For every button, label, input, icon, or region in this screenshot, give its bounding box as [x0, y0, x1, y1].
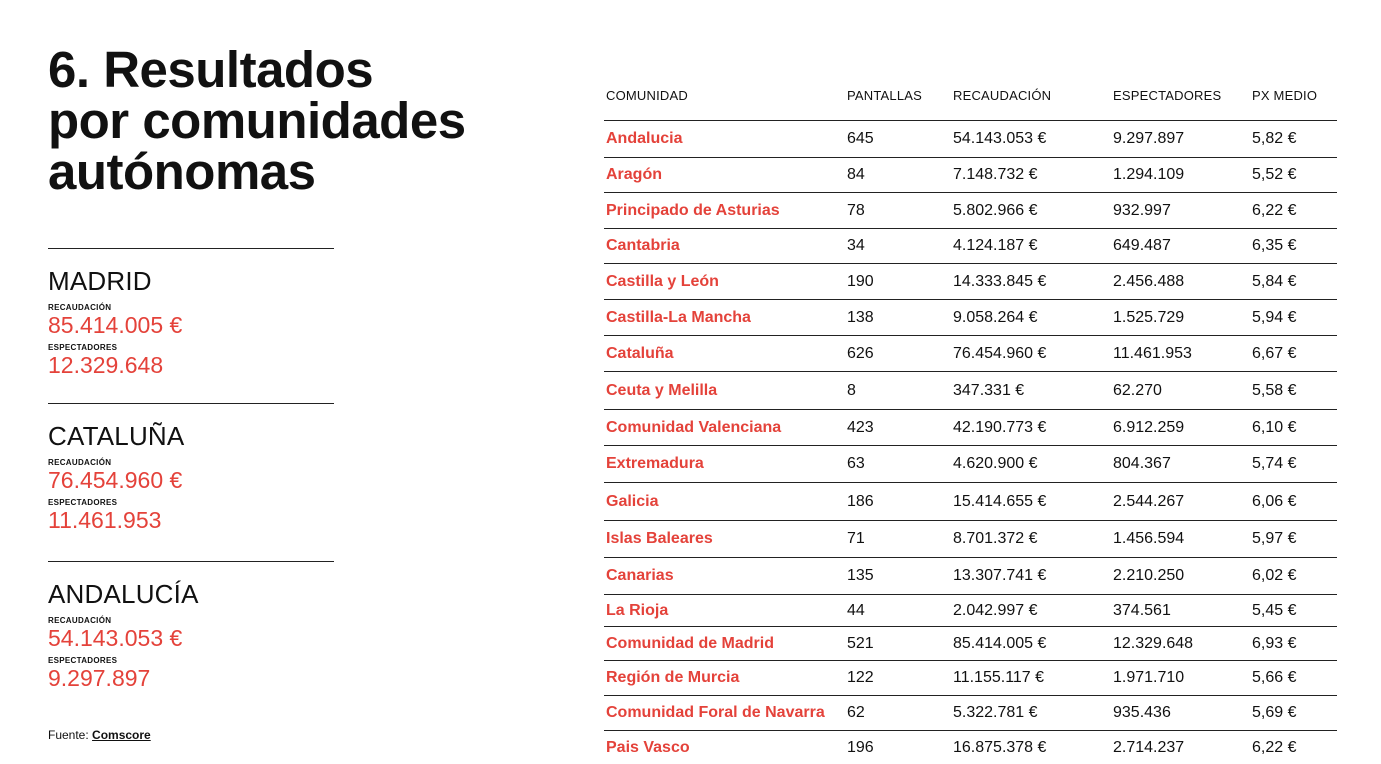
header-espectadores: ESPECTADORES	[1113, 87, 1222, 103]
cell-recaudacion: 16.875.378 €	[953, 738, 1047, 756]
cell-pantallas: 34	[847, 237, 865, 254]
table-row	[604, 193, 1337, 229]
cell-recaudacion: 14.333.845 €	[953, 272, 1047, 290]
recaudacion-label: RECAUDACIÓN	[48, 458, 112, 467]
cell-pantallas: 62	[847, 704, 865, 721]
cell-comunidad: Aragón	[606, 166, 662, 183]
table-body	[604, 121, 1337, 764]
cell-comunidad: Comunidad de Madrid	[606, 634, 774, 652]
espectadores-value: 12.329.648	[48, 352, 164, 378]
table-header	[604, 70, 1337, 121]
cell-recaudacion: 8.701.372 €	[953, 530, 1038, 547]
cell-px-medio: 6,22 €	[1252, 201, 1297, 219]
cell-espectadores: 935.436	[1113, 704, 1171, 721]
espectadores-value: 9.297.897	[48, 665, 151, 691]
source-note	[48, 728, 151, 742]
cell-pantallas: 122	[847, 669, 874, 686]
cell-px-medio: 6,02 €	[1252, 567, 1297, 584]
cell-px-medio: 6,22 €	[1252, 738, 1297, 756]
cell-pantallas: 521	[847, 634, 874, 652]
cell-recaudacion: 54.143.053 €	[953, 130, 1047, 147]
cell-espectadores: 2.544.267	[1113, 492, 1185, 510]
cell-pantallas: 44	[847, 601, 865, 619]
cell-px-medio: 5,66 €	[1252, 669, 1297, 686]
cell-comunidad: Andalucia	[606, 130, 683, 147]
cell-px-medio: 5,52 €	[1252, 166, 1297, 183]
table-row	[604, 558, 1337, 595]
cell-recaudacion: 7.148.732 €	[953, 166, 1038, 183]
cell-comunidad: Castilla-La Mancha	[606, 308, 751, 326]
cell-pantallas: 645	[847, 130, 874, 147]
cell-pantallas: 84	[847, 166, 865, 183]
cell-comunidad: Castilla y León	[606, 272, 719, 290]
cell-recaudacion: 4.620.900 €	[953, 455, 1038, 472]
cell-comunidad: Cataluña	[606, 344, 674, 362]
results-table	[604, 70, 1337, 764]
espectadores-value: 11.461.953	[48, 507, 162, 533]
cell-espectadores: 2.210.250	[1113, 567, 1185, 584]
cell-espectadores: 2.714.237	[1113, 738, 1185, 756]
cell-px-medio: 5,82 €	[1252, 130, 1297, 147]
cell-pantallas: 8	[847, 381, 856, 399]
recaudacion-value: 85.414.005 €	[48, 312, 183, 338]
cell-pantallas: 190	[847, 272, 874, 290]
cell-comunidad: La Rioja	[606, 601, 669, 619]
cell-espectadores: 62.270	[1113, 381, 1162, 399]
cell-comunidad: Comunidad Foral de Navarra	[606, 704, 825, 721]
cell-pantallas: 78	[847, 201, 865, 219]
cell-recaudacion: 9.058.264 €	[953, 308, 1038, 326]
cell-espectadores: 804.367	[1113, 455, 1171, 472]
cell-recaudacion: 15.414.655 €	[953, 492, 1047, 510]
highlight-andalucia	[48, 561, 334, 690]
cell-pantallas: 63	[847, 455, 865, 472]
cell-comunidad: Islas Baleares	[606, 530, 713, 547]
cell-px-medio: 5,45 €	[1252, 601, 1297, 619]
recaudacion-label: RECAUDACIÓN	[48, 303, 112, 312]
cell-comunidad: Cantabria	[606, 237, 680, 254]
cell-espectadores: 374.561	[1113, 601, 1171, 619]
cell-espectadores: 1.456.594	[1113, 530, 1185, 547]
cell-pantallas: 186	[847, 492, 874, 510]
cell-recaudacion: 5.802.966 €	[953, 201, 1038, 219]
table-row	[604, 483, 1337, 521]
cell-espectadores: 2.456.488	[1113, 272, 1185, 290]
cell-recaudacion: 4.124.187 €	[953, 237, 1038, 254]
table-row	[604, 229, 1337, 264]
table-row	[604, 595, 1337, 627]
source-prefix: Fuente:	[48, 728, 89, 742]
cell-pantallas: 423	[847, 418, 874, 436]
cell-pantallas: 135	[847, 567, 874, 584]
page-title-line-3: autónomas	[48, 143, 316, 200]
table-row	[604, 336, 1337, 372]
cell-px-medio: 6,93 €	[1252, 634, 1297, 652]
cell-px-medio: 5,97 €	[1252, 530, 1297, 547]
highlight-name: MADRID	[48, 266, 152, 296]
cell-comunidad: Comunidad Valenciana	[606, 418, 782, 436]
cell-px-medio: 6,67 €	[1252, 344, 1297, 362]
cell-espectadores: 6.912.259	[1113, 418, 1185, 436]
cell-px-medio: 5,84 €	[1252, 272, 1297, 290]
cell-espectadores: 1.971.710	[1113, 669, 1185, 686]
cell-px-medio: 5,94 €	[1252, 308, 1297, 326]
table-row	[604, 372, 1337, 410]
recaudacion-label: RECAUDACIÓN	[48, 616, 112, 625]
cell-espectadores: 1.294.109	[1113, 166, 1185, 183]
source-link-comscore[interactable]: Comscore	[92, 728, 151, 742]
cell-pantallas: 71	[847, 530, 865, 547]
table-row	[604, 446, 1337, 483]
cell-px-medio: 6,06 €	[1252, 492, 1297, 510]
header-px-medio: PX MEDIO	[1252, 87, 1318, 103]
cell-px-medio: 6,10 €	[1252, 418, 1297, 436]
header-recaudacion: RECAUDACIÓN	[953, 87, 1052, 103]
highlight-cataluna	[48, 403, 334, 532]
cell-espectadores: 932.997	[1113, 201, 1171, 219]
cell-comunidad: Ceuta y Melilla	[606, 381, 718, 399]
table-row	[604, 300, 1337, 336]
table-row	[604, 661, 1337, 696]
cell-pantallas: 196	[847, 738, 874, 756]
cell-comunidad: Región de Murcia	[606, 669, 740, 686]
cell-espectadores: 11.461.953	[1113, 344, 1192, 362]
table-row	[604, 696, 1337, 731]
recaudacion-value: 54.143.053 €	[48, 625, 183, 651]
cell-comunidad: Pais Vasco	[606, 738, 690, 756]
cell-recaudacion: 347.331 €	[953, 381, 1025, 399]
table-row	[604, 521, 1337, 558]
cell-comunidad: Canarias	[606, 567, 674, 584]
cell-espectadores: 649.487	[1113, 237, 1171, 254]
cell-px-medio: 5,58 €	[1252, 381, 1297, 399]
cell-recaudacion: 85.414.005 €	[953, 634, 1047, 652]
table-row	[604, 121, 1337, 158]
cell-comunidad: Extremadura	[606, 455, 704, 472]
espectadores-label: ESPECTADORES	[48, 343, 118, 352]
espectadores-label: ESPECTADORES	[48, 498, 118, 507]
cell-espectadores: 9.297.897	[1113, 130, 1185, 147]
header-comunidad: COMUNIDAD	[606, 87, 688, 103]
page-title-line-2: por comunidades	[48, 92, 466, 149]
cell-recaudacion: 11.155.117 €	[953, 669, 1045, 686]
cell-px-medio: 5,74 €	[1252, 455, 1297, 472]
cell-espectadores: 1.525.729	[1113, 308, 1185, 326]
page-title	[48, 41, 466, 200]
cell-recaudacion: 2.042.997 €	[953, 601, 1038, 619]
cell-px-medio: 5,69 €	[1252, 704, 1297, 721]
cell-pantallas: 138	[847, 308, 874, 326]
highlight-name: ANDALUCÍA	[48, 579, 199, 609]
highlight-name: CATALUÑA	[48, 421, 185, 451]
highlight-madrid	[48, 248, 334, 377]
cell-recaudacion: 76.454.960 €	[953, 344, 1047, 362]
table-row	[604, 731, 1337, 764]
cell-pantallas: 626	[847, 344, 874, 362]
recaudacion-value: 76.454.960 €	[48, 467, 183, 493]
table-row	[604, 158, 1337, 193]
page-title-line-1: 6. Resultados	[48, 41, 374, 98]
cell-recaudacion: 42.190.773 €	[953, 418, 1047, 436]
header-pantallas: PANTALLAS	[847, 87, 923, 103]
cell-recaudacion: 13.307.741 €	[953, 567, 1047, 584]
cell-comunidad: Galicia	[606, 492, 659, 510]
table-row	[604, 264, 1337, 300]
cell-espectadores: 12.329.648	[1113, 634, 1194, 652]
table-row	[604, 627, 1337, 661]
espectadores-label: ESPECTADORES	[48, 656, 118, 665]
cell-px-medio: 6,35 €	[1252, 237, 1297, 254]
table-row	[604, 410, 1337, 446]
cell-recaudacion: 5.322.781 €	[953, 704, 1038, 721]
cell-comunidad: Principado de Asturias	[606, 201, 780, 219]
